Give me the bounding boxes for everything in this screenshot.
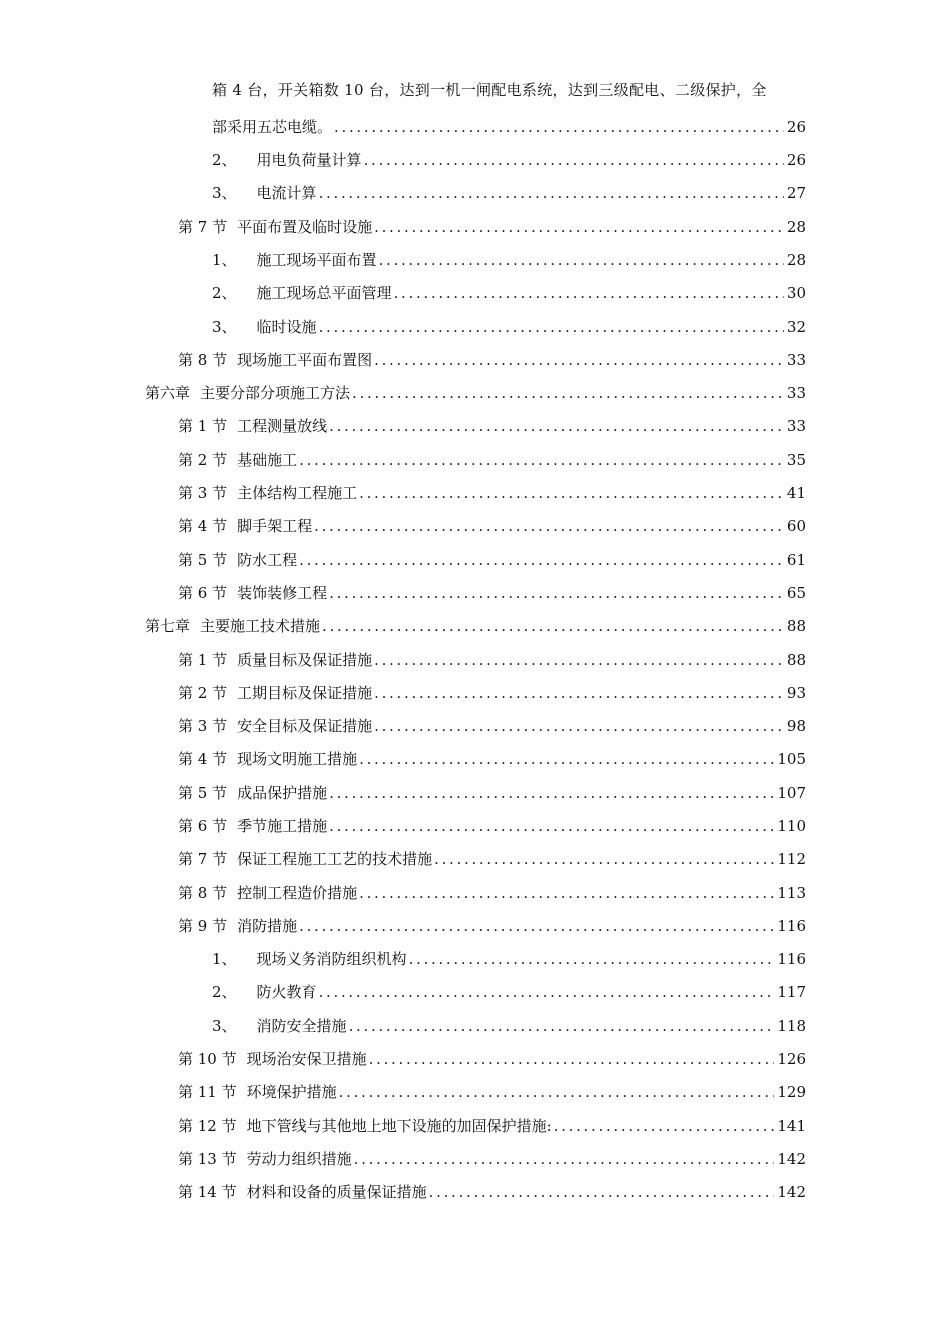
toc-entry-page: 117 <box>777 983 806 1001</box>
toc-entry-title: 保证工程施工工艺的技术措施 <box>237 850 433 868</box>
toc-entry[interactable] <box>178 914 806 936</box>
dot-leader <box>299 450 784 470</box>
toc-entry[interactable] <box>178 648 806 670</box>
dot-leader <box>429 1182 775 1202</box>
toc-entry-title: 主要分部分项施工方法 <box>200 384 351 402</box>
toc-entry-page: 33 <box>786 351 806 369</box>
dot-leader <box>359 883 774 903</box>
toc-entry-title: 材料和设备的质量保证措施 <box>246 1183 427 1201</box>
toc-entry-page: 88 <box>786 651 806 669</box>
toc-entry-title: 控制工程造价措施 <box>237 884 358 902</box>
toc-entry[interactable] <box>178 1047 806 1069</box>
toc-entry-number: 第 6 节 <box>178 817 228 835</box>
toc-entry[interactable] <box>178 681 806 703</box>
toc-entry-page: 65 <box>786 584 806 602</box>
toc-entry-page: 116 <box>777 950 806 968</box>
dot-leader <box>369 1049 775 1069</box>
toc-entry-number: 第 10 节 <box>178 1050 237 1068</box>
toc-entry-number: 第 6 节 <box>178 584 228 602</box>
toc-entry[interactable] <box>145 614 806 636</box>
toc-entry-page: 33 <box>786 417 806 435</box>
toc-entry-title: 电流计算 <box>256 184 317 202</box>
toc-entry-page: 142 <box>777 1150 806 1168</box>
toc-entry-title: 防水工程 <box>237 551 298 569</box>
toc-entry-page: 110 <box>777 817 806 835</box>
dot-leader <box>339 1082 775 1102</box>
toc-entry[interactable] <box>178 548 806 570</box>
toc-entry-page: 105 <box>777 750 806 768</box>
toc-entry-title: 质量目标及保证措施 <box>237 651 373 669</box>
toc-entry[interactable] <box>212 1014 806 1036</box>
dot-leader <box>352 383 784 403</box>
dot-leader <box>349 1016 775 1036</box>
toc-entry-number: 第 2 节 <box>178 684 228 702</box>
toc-entry-title: 用电负荷量计算 <box>256 151 362 169</box>
toc-entry-page: 41 <box>786 484 806 502</box>
toc-entry-page: 30 <box>786 284 806 302</box>
toc-entry-title: 基础施工 <box>237 451 298 469</box>
dot-leader <box>409 949 775 969</box>
toc-entry-page: 107 <box>777 784 806 802</box>
toc-entry[interactable] <box>178 481 806 503</box>
toc-entry-page: 33 <box>786 384 806 402</box>
toc-entry-page: 61 <box>786 551 806 569</box>
toc-entry-title: 现场文明施工措施 <box>237 750 358 768</box>
toc-entry-number: 第 14 节 <box>178 1183 237 1201</box>
toc-entry-title: 主体结构工程施工 <box>237 484 358 502</box>
toc-entry-number: 第 2 节 <box>178 451 228 469</box>
toc-entry-page: 60 <box>786 517 806 535</box>
toc-entry-number: 第 1 节 <box>178 417 228 435</box>
toc-entry-number: 1、 <box>212 251 237 269</box>
dot-leader <box>374 650 784 670</box>
toc-entry-number: 第 8 节 <box>178 351 228 369</box>
toc-entry[interactable] <box>178 414 806 436</box>
dot-leader <box>359 749 774 769</box>
toc-entry-page: 98 <box>786 717 806 735</box>
toc-entry-number: 1、 <box>212 950 237 968</box>
toc-entry-number: 2、 <box>212 983 237 1001</box>
toc-entry[interactable] <box>178 448 806 470</box>
toc-entry-title: 现场施工平面布置图 <box>237 351 373 369</box>
toc-entry-page: 118 <box>777 1017 806 1035</box>
toc-entry-title: 部采用五芯电缆。 <box>212 118 333 136</box>
dot-leader <box>322 616 784 636</box>
toc-entry-number: 2、 <box>212 151 237 169</box>
dot-leader <box>374 217 784 237</box>
toc-entry[interactable] <box>178 747 806 769</box>
toc-entry-number: 第 13 节 <box>178 1150 237 1168</box>
toc-entry[interactable] <box>178 1080 806 1102</box>
toc-entry[interactable] <box>178 514 806 536</box>
toc-entry-number: 第 12 节 <box>178 1117 237 1135</box>
toc-entry[interactable] <box>212 248 806 270</box>
dot-leader <box>374 716 784 736</box>
dot-leader <box>299 916 774 936</box>
toc-entry[interactable] <box>178 1180 806 1202</box>
toc-entry-title: 临时设施 <box>256 318 317 336</box>
toc-entry-page: 126 <box>777 1050 806 1068</box>
toc-entry[interactable] <box>212 947 806 969</box>
toc-entry-number: 第 3 节 <box>178 484 228 502</box>
toc-entry-title: 现场治安保卫措施 <box>246 1050 367 1068</box>
toc-entry-number: 第 7 节 <box>178 850 228 868</box>
toc-entry-page: 113 <box>777 884 806 902</box>
dot-leader <box>374 350 784 370</box>
toc-entry-number: 第 1 节 <box>178 651 228 669</box>
toc-entry-number: 3、 <box>212 318 237 336</box>
toc-entry[interactable] <box>212 181 806 203</box>
toc-entry-page: 112 <box>777 850 806 868</box>
dot-leader <box>329 783 774 803</box>
toc-entry[interactable] <box>178 215 806 237</box>
toc-entry-title: 防火教育 <box>256 983 317 1001</box>
dot-leader <box>554 1116 775 1136</box>
toc-entry-page: 26 <box>786 118 806 136</box>
toc-entry-title: 成品保护措施 <box>237 784 328 802</box>
toc-entry-page: 141 <box>777 1117 806 1135</box>
toc-entry[interactable] <box>178 348 806 370</box>
toc-entry-number: 第 11 节 <box>178 1083 237 1101</box>
toc-entry[interactable] <box>212 148 806 170</box>
toc-entry[interactable] <box>145 381 806 403</box>
toc-entry-title: 安全目标及保证措施 <box>237 717 373 735</box>
dot-leader <box>359 483 784 503</box>
toc-wrapped-entry-last-line[interactable] <box>212 115 806 137</box>
dot-leader <box>314 516 784 536</box>
toc-entry-number: 3、 <box>212 184 237 202</box>
toc-entry[interactable] <box>212 315 806 337</box>
toc-entry[interactable] <box>178 814 806 836</box>
toc-entry-number: 第 3 节 <box>178 717 228 735</box>
toc-entry-number: 第 9 节 <box>178 917 228 935</box>
toc-entry[interactable] <box>212 281 806 303</box>
toc-entry-page: 27 <box>786 184 806 202</box>
toc-entry-title: 施工现场平面布置 <box>256 251 377 269</box>
dot-leader <box>379 250 784 270</box>
toc-entry[interactable] <box>178 781 806 803</box>
toc-entry-title: 工期目标及保证措施 <box>237 684 373 702</box>
dot-leader <box>299 550 784 570</box>
dot-leader <box>319 982 775 1002</box>
toc-entry-title: 主要施工技术措施 <box>200 617 321 635</box>
dot-leader <box>329 583 784 603</box>
toc-entry-title: 季节施工措施 <box>237 817 328 835</box>
toc-entry-title: 平面布置及临时设施 <box>237 218 373 236</box>
toc-entry-title: 工程测量放线 <box>237 417 328 435</box>
toc-entry-page: 88 <box>786 617 806 635</box>
toc-entry-page: 32 <box>786 318 806 336</box>
dot-leader <box>319 183 784 203</box>
toc-entry-page: 26 <box>786 151 806 169</box>
toc-entry-number: 第 4 节 <box>178 750 228 768</box>
dot-leader <box>374 683 784 703</box>
toc-entry-number: 2、 <box>212 284 237 302</box>
toc-entry-page: 28 <box>786 251 806 269</box>
toc-entry[interactable] <box>178 1147 806 1169</box>
dot-leader <box>329 416 784 436</box>
toc-entry-title: 脚手架工程 <box>237 517 313 535</box>
toc-entry-number: 第 7 节 <box>178 218 228 236</box>
toc-entry[interactable] <box>178 581 806 603</box>
toc-entry-page: 129 <box>777 1083 806 1101</box>
dot-leader <box>329 816 774 836</box>
toc-entry-page: 35 <box>786 451 806 469</box>
toc-entry-page: 28 <box>786 218 806 236</box>
toc-entry[interactable] <box>178 714 806 736</box>
toc-entry-number: 第 4 节 <box>178 517 228 535</box>
dot-leader <box>394 283 784 303</box>
toc-entry-title: 劳动力组织措施 <box>246 1150 352 1168</box>
toc-entry-number: 第 8 节 <box>178 884 228 902</box>
toc-entry-title: 现场义务消防组织机构 <box>256 950 407 968</box>
dot-leader <box>319 317 784 337</box>
toc-entry[interactable] <box>178 881 806 903</box>
toc-entry-number: 3、 <box>212 1017 237 1035</box>
dot-leader <box>434 849 774 869</box>
toc-entry[interactable] <box>178 1114 806 1136</box>
toc-entry[interactable] <box>178 847 806 869</box>
dot-leader <box>364 150 784 170</box>
toc-entry-page: 116 <box>777 917 806 935</box>
toc-entry-title: 装饰装修工程 <box>237 584 328 602</box>
toc-wrapped-entry-first-line: 箱 4 台，开关箱数 10 台，达到一机一闸配电系统，达到三级配电、二级保护，全 <box>212 81 767 99</box>
toc-entry-number: 第七章 <box>145 617 191 635</box>
toc-entry-title: 施工现场总平面管理 <box>256 284 392 302</box>
toc-entry-number: 第六章 <box>145 384 191 402</box>
toc-entry-number: 第 5 节 <box>178 784 228 802</box>
toc-entry-title: 环境保护措施 <box>246 1083 337 1101</box>
toc-entry-title: 消防安全措施 <box>256 1017 347 1035</box>
toc-entry-number: 第 5 节 <box>178 551 228 569</box>
toc-entry-page: 142 <box>777 1183 806 1201</box>
dot-leader <box>334 117 784 137</box>
toc-entry[interactable] <box>212 980 806 1002</box>
toc-entry-page: 93 <box>786 684 806 702</box>
toc-entry-title: 消防措施 <box>237 917 298 935</box>
toc-entry-title: 地下管线与其他地上地下设施的加固保护措施: <box>246 1117 552 1135</box>
dot-leader <box>354 1149 775 1169</box>
